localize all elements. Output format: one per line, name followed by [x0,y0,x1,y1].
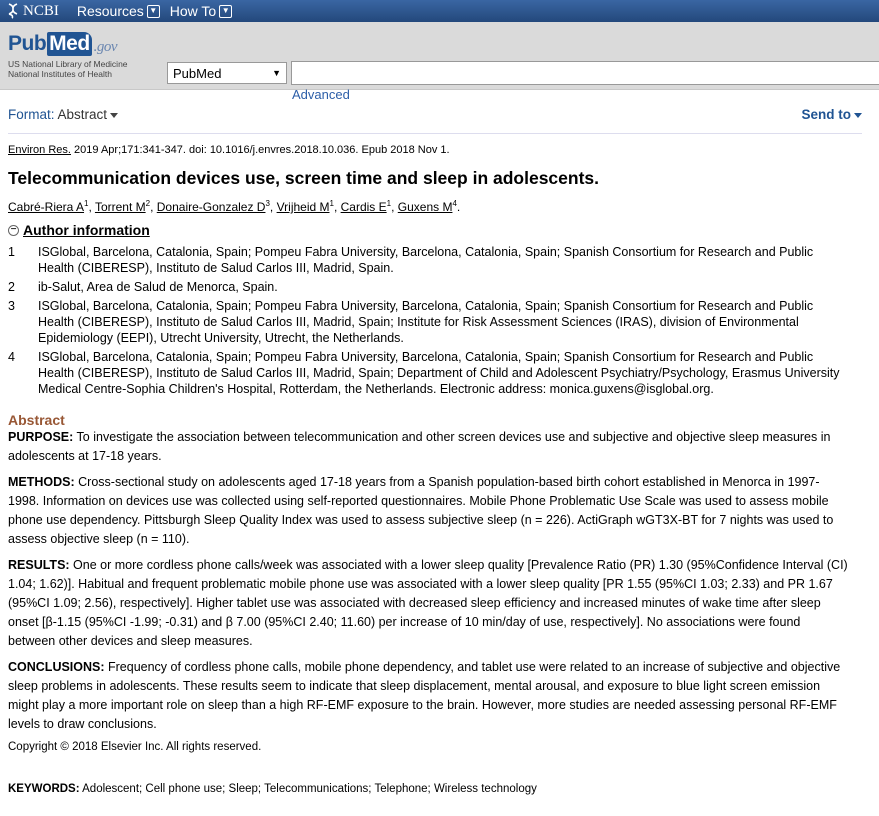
journal-link[interactable]: Environ Res. [8,144,71,156]
affiliation-text: ISGlobal, Barcelona, Catalonia, Spain; Pompeu Fabra University, Barcelona, Catalonia, Spain; Spanish Consortium for Research and Public Health (CIBERESP), Instituto de Salud Carlos III, Madrid, Spain; Department of Child and Adolescent Psychiatry/Psychology, Erasmus University Medical Centre-Sophia Children's Hospital, Rotterdam, the Netherlands. Electronic address: monica.guxens@isglobal.org. [38,350,840,396]
author-link[interactable]: Vrijheid M [276,200,330,214]
affiliation-item [8,244,849,276]
abstract-conclusions [8,658,849,734]
section-label: CONCLUSIONS: [8,660,105,674]
author-affil-sup: 2 [145,199,151,208]
abstract-purpose [8,428,849,466]
article-title: Telecommunication devices use, screen time and sleep in adolescents. [8,168,600,188]
format-value: Abstract [57,107,108,122]
article [8,144,849,795]
ncbi-logo-text: NCBI [23,2,59,19]
author-affil-sup: 4 [452,199,457,208]
author-link[interactable]: Torrent M [94,200,146,214]
affiliation-item [8,279,849,295]
keywords-label: KEYWORDS: [8,783,80,795]
format-label: Format: [8,107,55,122]
author-affil-sup: 1 [386,199,392,208]
author-link[interactable]: Guxens M [397,200,453,214]
logo-sub-nlm: US National Library of Medicine [8,59,128,69]
author-list: Cabré-Riera $A^1$, Torrent $M^2$, Donaire-Gonzalez $D^3$, Vrijheid $M^1$, Cardis $E^1$, Guxens $M^4$. [8,199,461,214]
affiliation-text: ib-Salut, Area de Salud de Menorca, Spain. [38,280,278,294]
author-link[interactable]: Cabré-Riera A [8,200,85,214]
author-affil-sup: 1 [84,199,89,208]
section-text: Frequency of cordless phone calls, mobile phone dependency, and tablet use were related to an increase of subjective and objective sleep problems in adolescents. These results seem to indicate that sleep displacement, mental arousal, and exposure to blue light screen emission might play a more important role on sleep than a high RF-EMF exposure to the brain. However, more studies are needed assessing personal RF-EMF levels to draw conclusions. [8,660,841,731]
section-label: METHODS: [8,475,75,489]
author-link[interactable]: Donaire-Gonzalez D [156,200,266,214]
section-label: PURPOSE: [8,430,74,444]
database-value: PubMed [173,65,222,81]
author-affil-sup: 1 [329,199,334,208]
affiliation-number: 3 [8,299,15,313]
resources-label: Resources [76,3,144,19]
caret-down-icon [854,113,862,118]
chevron-down-icon: ▼ [219,5,232,18]
copyright: Copyright © 2018 Elsevier Inc. All rights reserved. [8,741,262,753]
citation-details: 2019 Apr;171:341-347. doi: 10.1016/j.envres.2018.10.036. Epub 2018 Nov 1. [70,144,450,156]
keywords-text: Adolescent; Cell phone use; Sleep; Telecommunications; Telephone; Wireless technology [79,783,537,795]
pubmed-logo[interactable] [8,32,148,79]
ncbi-logo[interactable] [6,3,59,20]
search-input[interactable] [291,61,879,85]
divider [8,133,862,134]
citation [8,144,849,156]
logo-subtitle [8,59,148,79]
how-to-menu[interactable] [170,3,232,19]
how-to-label: How To [169,3,217,19]
author-information-toggle[interactable] [8,222,849,238]
abstract-body [8,428,849,734]
abstract-heading: Abstract [8,412,65,428]
resources-menu[interactable] [77,3,160,19]
logo-pub: Pub [8,32,47,55]
affiliation-text: ISGlobal, Barcelona, Catalonia, Spain; Pompeu Fabra University, Barcelona, Catalonia, Spain; Spanish Consortium for Research and Public Health (CIBERESP), Instituto de Salud Carlos III, Madrid, Spain; Institute for Risk Assessment Sciences (IRAS), division of Environmental Epidemiology (EEPI), Utrecht University, Utrecht, the Netherlands. [38,299,814,345]
author-information-label: Author information [23,222,150,238]
affiliation-number: 2 [8,280,15,294]
database-select[interactable] [167,62,287,84]
search-header [0,22,879,102]
affiliation-item [8,298,849,346]
affiliation-number: 1 [8,245,15,259]
logo-sub-nih: National Institutes of Health [8,69,112,79]
ncbi-top-bar [0,0,879,22]
format-selector[interactable] [8,107,118,122]
section-label: RESULTS: [8,558,70,572]
affiliation-text: ISGlobal, Barcelona, Catalonia, Spain; Pompeu Fabra University, Barcelona, Catalonia, Spain; Spanish Consortium for Research and Public Health (CIBERESP), Instituto de Salud Carlos III, Madrid, Spain. [38,245,814,275]
affiliation-item [8,349,849,397]
section-text: Cross-sectional study on adolescents aged 17-18 years from a Spanish population-based birth cohort established in Menorca in 1997-1998. Information on devices use was collected using self-reported questionnaires. Mobile Phone Problematic Use Scale was used to assess mobile phone use dependency. Pittsburgh Sleep Quality Index was used to assess subjective sleep (n = 226). ActiGraph wGT3X-BT for 7 nights was used to assess objective sleep (n = 110). [8,475,834,546]
pubmed-wordmark [8,32,148,56]
keywords [8,783,849,795]
format-toolbar [8,107,862,122]
author-link[interactable]: Cardis E [340,200,387,214]
chevron-down-icon: ▼ [147,5,160,18]
caret-down-icon [110,113,118,118]
send-to-menu[interactable] [802,107,863,122]
logo-med: Med [49,32,90,55]
affiliation-number: 4 [8,350,15,364]
abstract-results [8,556,849,651]
collapse-icon: − [8,225,19,236]
logo-gov: .gov [93,39,118,55]
affiliation-list [8,244,849,397]
section-text: To investigate the association between telecommunication and other screen devices use and subjective and objective sleep measures in adolescents at 17-18 years. [8,430,831,463]
author-affil-sup: 3 [265,199,270,208]
section-text: One or more cordless phone calls/week was associated with a lower sleep quality [Prevalence Ratio (PR) 1.30 (95%Confidence Interval (CI) 1.04; 1.62)]. Habitual and frequent problematic mobile phone use was associated with a lower sleep quality [PR 1.55 (95%CI 1.03; 2.33) and PR 1.67 (95%CI 1.09; 2.56), respectively]. Higher tablet use was associated with decreased sleep efficiency and increased minutes of wake time after sleep onset [β-1.15 (95%CI -1.99; -0.31) and β 7.00 (95%CI 2.40; 11.60) per increase of 10 min/day of use, respectively]. No associations were found between other devices and sleep measures. [8,558,848,648]
ncbi-helix-icon [6,3,20,19]
send-to-label: Send to [801,107,851,122]
dropdown-arrow-icon: ▼ [272,68,281,78]
abstract-methods [8,473,849,549]
advanced-search-link[interactable]: Advanced [292,87,350,102]
